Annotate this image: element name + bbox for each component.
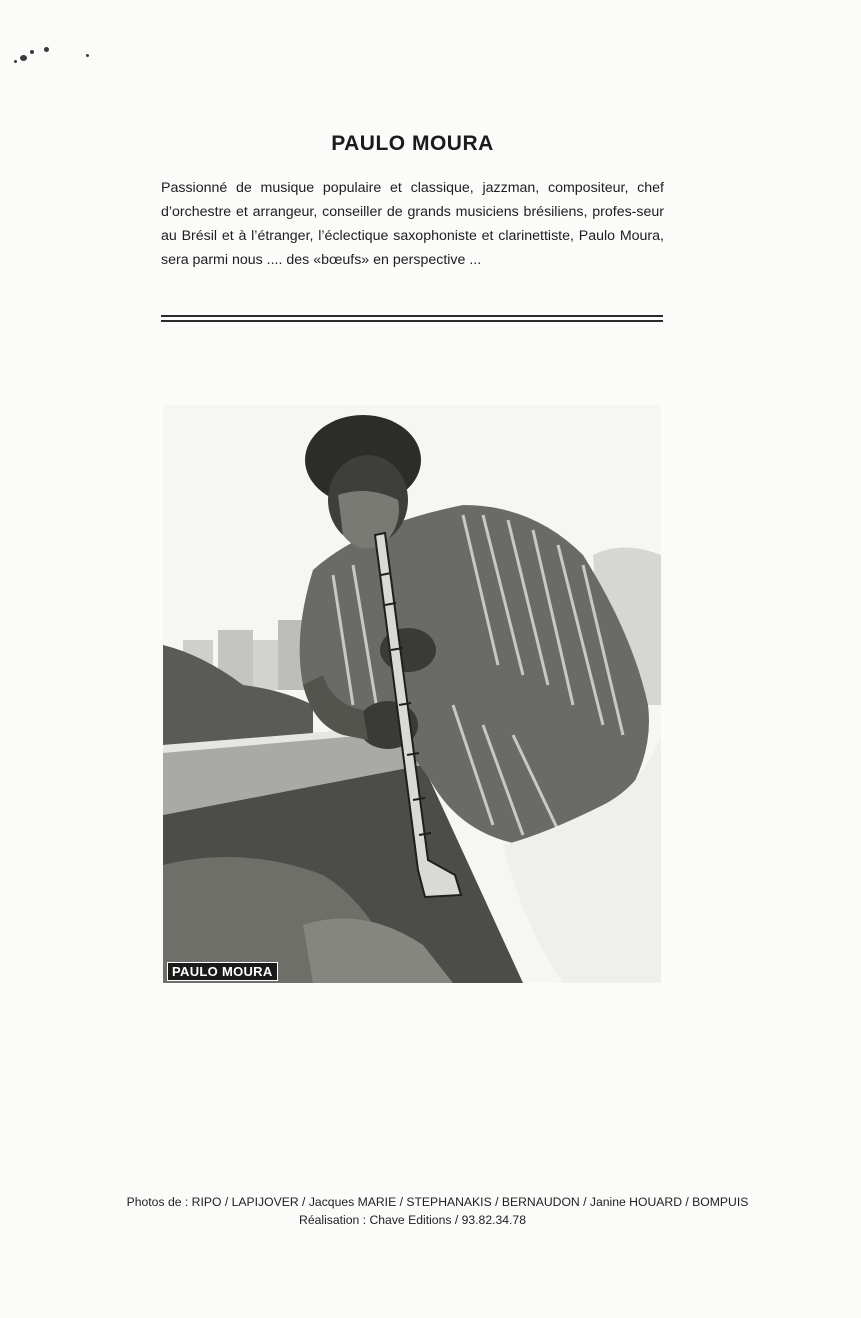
scan-speck <box>86 54 89 57</box>
page-title: PAULO MOURA <box>331 132 494 155</box>
photo-caption: PAULO MOURA <box>167 962 278 981</box>
footer-credits <box>0 1193 825 1229</box>
intro-paragraph: Passionné de musique populaire et classique, jazzman, compositeur, chef d’orchestre et arrangeur, conseiller de grands musiciens brésiliens, profes-seur au Brésil et à l’étranger, l’éclectique saxophoniste et clarinettiste, Paulo Moura, sera parmi nous .... des «bœufs» en perspective ... <box>161 180 664 268</box>
scan-speck <box>44 47 49 52</box>
scan-speck <box>30 50 34 54</box>
realisation-credit: Réalisation : Chave Editions / 93.82.34.78 <box>299 1213 526 1227</box>
clarinet-player-image <box>163 405 661 983</box>
musician-photo <box>163 405 661 983</box>
photo-credits: Photos de : RIPO / LAPIJOVER / Jacques MARIE / STEPHANAKIS / BERNAUDON / Janine HOUARD / BOMPUIS <box>126 1195 749 1209</box>
scan-speck <box>20 55 27 61</box>
divider-rule-bottom <box>161 320 663 322</box>
divider-rule-top <box>161 315 663 317</box>
scan-speck <box>14 60 17 63</box>
